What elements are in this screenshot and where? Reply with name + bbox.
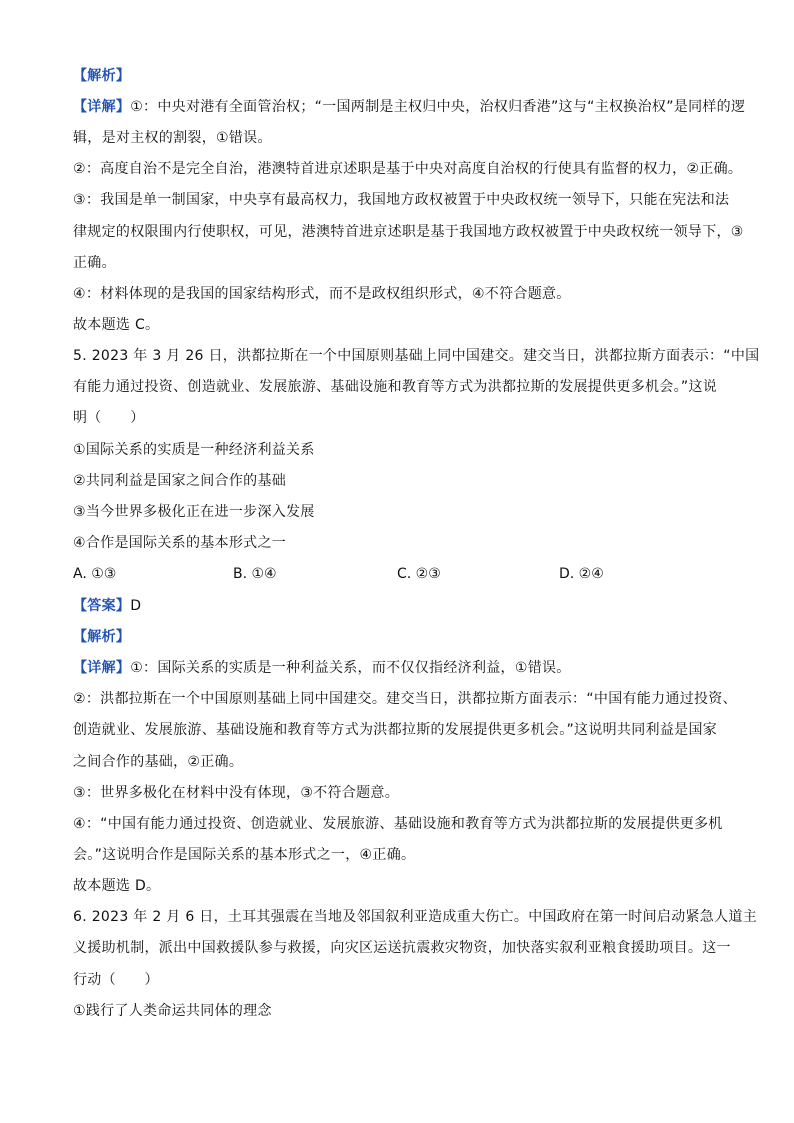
- analysis-tag: 【解析】: [73, 629, 131, 645]
- detail-line: 之间合作的基础，②正确。: [73, 754, 244, 770]
- question-stem-line: 有能力通过投资、创造就业、发展旅游、基础设施和教育等方式为洪都拉斯的发展提供更多机会。”这说: [73, 379, 718, 395]
- answer-line: [73, 596, 141, 616]
- detail-line: ④：“中国有能力通过投资、创造就业、发展旅游、基础设施和教育等方式为洪都拉斯的发展提供更多机: [73, 816, 723, 832]
- detail-line: ③：我国是单一制国家，中央享有最高权力，我国地方政权被置于中央政权统一领导下，只能在宪法和法: [73, 192, 730, 208]
- question-stem-line: 行动（ ）: [73, 972, 159, 988]
- detail-line: [73, 97, 745, 117]
- detail-tag: 【详解】: [73, 99, 131, 115]
- detail-line: 会。”这说明合作是国际关系的基本形式之一，④正确。: [73, 847, 416, 863]
- answer-value: D: [130, 598, 142, 614]
- detail-text: ①：中央对港有全面管治权；“一国两制是主权归中央，治权归香港”这与“主权换治权”是同样的逻: [130, 99, 746, 115]
- detail-line: 正确。: [73, 255, 116, 271]
- conclusion-line: 故本题选 C。: [73, 317, 160, 333]
- detail-tag: 【详解】: [73, 660, 131, 676]
- detail-line: ③：世界多极化在材料中没有体现，③不符合题意。: [73, 785, 399, 801]
- detail-text: ①：国际关系的实质是一种利益关系，而不仅仅指经济利益，①错误。: [130, 660, 571, 676]
- statement-item: ①践行了人类命运共同体的理念: [73, 1003, 272, 1019]
- option-a: A. ①③: [73, 566, 117, 582]
- question-stem-line: 5. 2023 年 3 月 26 日，洪都拉斯在一个中国原则基础上同中国建交。建交当日，洪都拉斯方面表示：“中国: [73, 348, 760, 364]
- detail-line: 律规定的权限围内行使职权，可见，港澳特首进京述职是基于我国地方政权被置于中央政权统一领导下，③: [73, 224, 744, 240]
- analysis-tag: 【解析】: [73, 68, 131, 84]
- detail-line: ②：高度自治不是完全自治，港澳特首进京述职是基于中央对高度自治权的行使具有监督的权力，②正确。: [73, 161, 743, 177]
- question-stem-line: 义援助机制，派出中国救援队参与救援，向灾区运送抗震救灾物资，加快落实叙利亚粮食援助项目。这一: [73, 940, 731, 956]
- answer-tag: 【答案】: [73, 598, 131, 614]
- detail-line: 辑，是对主权的割裂，①错误。: [73, 130, 272, 146]
- detail-line: ④：材料体现的是我国的国家结构形式，而不是政权组织形式，④不符合题意。: [73, 286, 571, 302]
- statement-item: ③当今世界多极化正在进一步深入发展: [73, 504, 315, 520]
- statement-item: ④合作是国际关系的基本形式之一: [73, 535, 287, 551]
- question-stem-line: 明（ ）: [73, 410, 145, 426]
- statement-item: ①国际关系的实质是一种经济利益关系: [73, 442, 315, 458]
- option-b: B. ①④: [233, 566, 277, 582]
- conclusion-line: 故本题选 D。: [73, 878, 161, 894]
- statement-item: ②共同利益是国家之间合作的基础: [73, 473, 287, 489]
- option-c: C. ②③: [397, 566, 441, 582]
- detail-line: ②：洪都拉斯在一个中国原则基础上同中国建交。建交当日，洪都拉斯方面表示：“中国有能力通过投资、: [73, 691, 737, 707]
- option-d: D. ②④: [559, 566, 604, 582]
- question-stem-line: 6. 2023 年 2 月 6 日，土耳其强震在当地及邻国叙利亚造成重大伤亡。中国政府在第一时间启动紧急人道主: [73, 909, 757, 925]
- detail-line: 创造就业、发展旅游、基础设施和教育等方式为洪都拉斯的发展提供更多机会。”这说明共同利益是国家: [73, 722, 718, 738]
- detail-line: [73, 658, 571, 678]
